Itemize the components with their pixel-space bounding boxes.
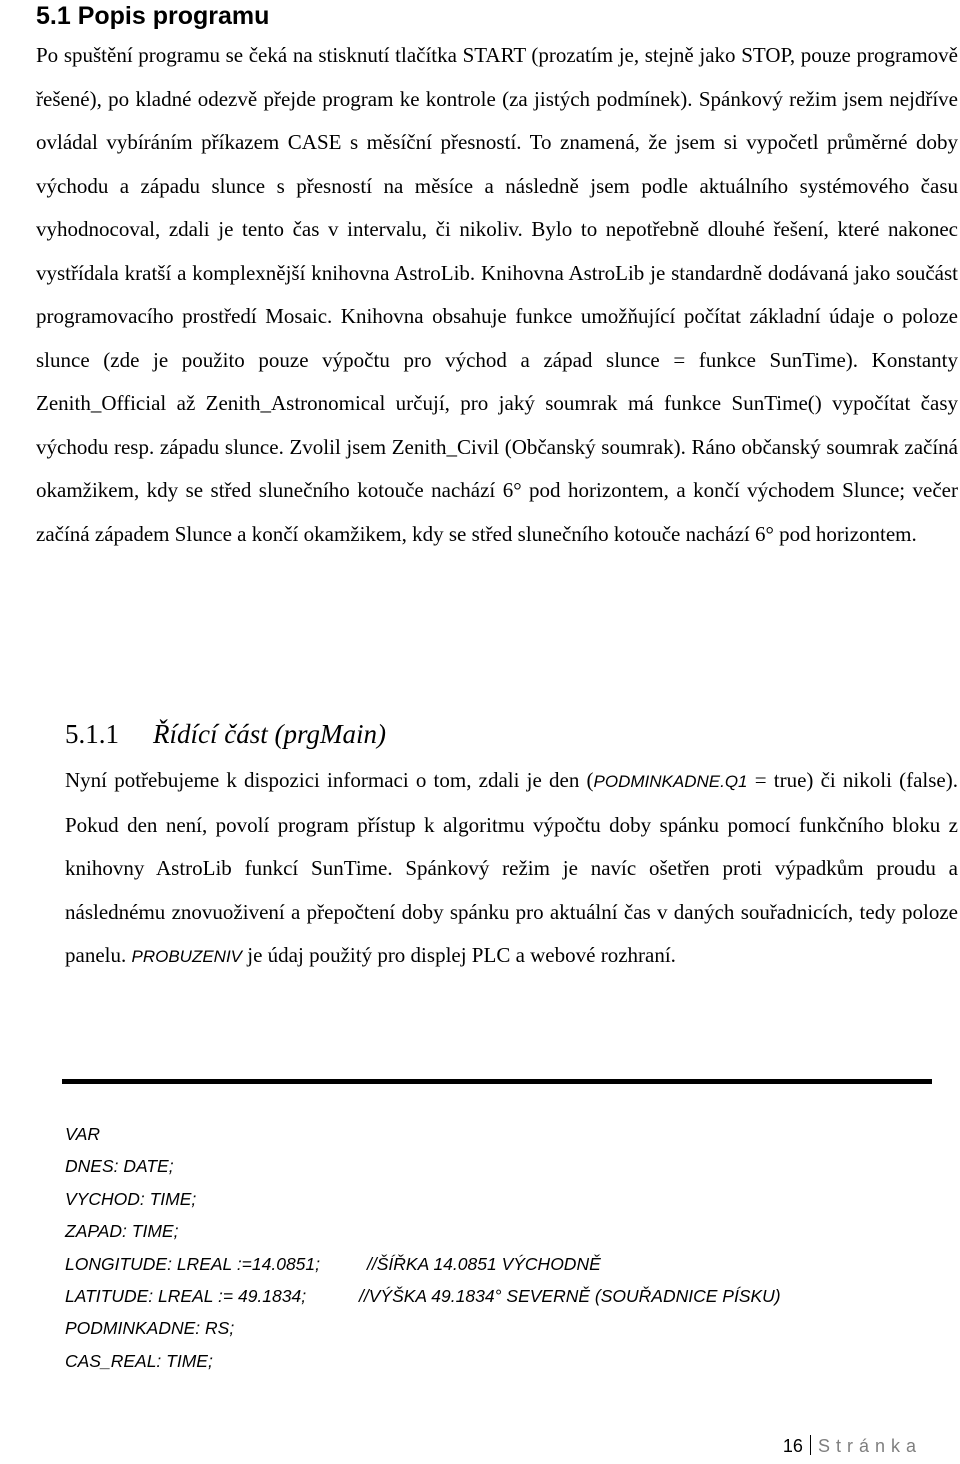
inline-code: PODMINKADNE.Q1 — [593, 772, 748, 791]
code-line — [65, 1248, 781, 1280]
subsection-body — [65, 759, 958, 979]
code-text: CAS_REAL: TIME; — [65, 1350, 213, 1371]
code-listing — [65, 1118, 781, 1377]
text-run: Nyní potřebujeme k dispozici informaci o tom, zdali je den ( — [65, 768, 594, 792]
page-label: Stránka — [817, 1436, 922, 1456]
code-line — [65, 1312, 781, 1344]
subsection-paragraph — [65, 759, 958, 979]
inline-code: PROBUZENIV — [131, 947, 243, 966]
page-footer — [783, 1434, 922, 1458]
footer-divider — [810, 1435, 811, 1455]
code-text: VYCHOD: TIME; — [65, 1188, 197, 1209]
text-run: = true) či nikoli (false). Pokud den není, povolí program přístup k algoritmu výpočtu doby spánku pomocí funkčního bloku z knihovny AstroLib funkcí SunTime. Spánkový režim je navíc ošetřen proti výpadkům proudu a následnému znovuoživení a přepočtení doby spánku pro aktuální čas v daných souřadnicích, tedy poloze panelu. — [65, 768, 958, 967]
horizontal-rule — [62, 1079, 932, 1084]
code-text: LATITUDE: LREAL := 49.1834; — [65, 1285, 307, 1306]
code-line — [65, 1183, 781, 1215]
code-text: ZAPAD: TIME; — [65, 1221, 179, 1242]
subsection-number: 5.1.1 — [65, 719, 119, 749]
section-body — [36, 34, 958, 556]
body-paragraph: Po spuštění programu se čeká na stisknutí tlačítka START (prozatím je, stejně jako STOP, pouze programově řešené), po kladné odezvě přejde program ke kontrole (za jistých podmínek). Spánkový režim jsem nejdříve ovládal vybíráním příkazem CASE s měsíční přesností. To znamená, že jsem si vypočetl průměrné doby východu a západu slunce s přesností na měsíce a následně jsem podle aktuálního systémového času vyhodnocoval, zdali je tento čas v intervalu, či nikoliv. Bylo to nepotřebně dlouhé řešení, které nakonec vystřídala kratší a komplexnější knihovna AstroLib. Knihovna AstroLib je standardně dodávaná jako součást programovacího prostředí Mosaic. Knihovna obsahuje funkce umožňující počítat základní údaje o poloze slunce (zde je použito pouze výpočtu pro východ a západ slunce = funkce SunTime). Konstanty Zenith_Official až Zenith_Astronomical určují, pro jaký soumrak má funkce SunTime() vypočítat časy východu resp. západu slunce. Zvolil jsem Zenith_Civil (Občanský soumrak). Ráno občanský soumrak začíná okamžikem, kdy se střed slunečního kotouče nachází 6° pod horizontem, a končí východem Slunce; večer začíná západem Slunce a končí okamžikem, kdy se střed slunečního kotouče nachází 6° pod horizontem. — [36, 43, 958, 546]
code-comment: //VÝŠKA 49.1834° SEVERNĚ (SOUŘADNICE PÍSKU) — [359, 1285, 781, 1306]
code-text: DNES: DATE; — [65, 1156, 174, 1177]
page-number: 16 — [782, 1436, 803, 1456]
code-line — [65, 1215, 781, 1247]
code-text: VAR — [65, 1124, 101, 1144]
code-text: PODMINKADNE: RS; — [65, 1318, 235, 1339]
code-line — [65, 1118, 781, 1150]
code-comment: //ŠÍŘKA 14.0851 VÝCHODNĚ — [367, 1253, 601, 1274]
code-line — [65, 1345, 781, 1377]
code-text: LONGITUDE: LREAL :=14.0851; — [65, 1253, 321, 1274]
section-heading: 5.1 Popis programu — [36, 2, 270, 30]
code-line — [65, 1150, 781, 1182]
subsection-heading — [65, 714, 386, 754]
code-line — [65, 1280, 781, 1312]
subsection-title: Řídící část (prgMain) — [153, 719, 386, 749]
text-run: je údaj použitý pro displej PLC a webové rozhraní. — [242, 943, 676, 967]
